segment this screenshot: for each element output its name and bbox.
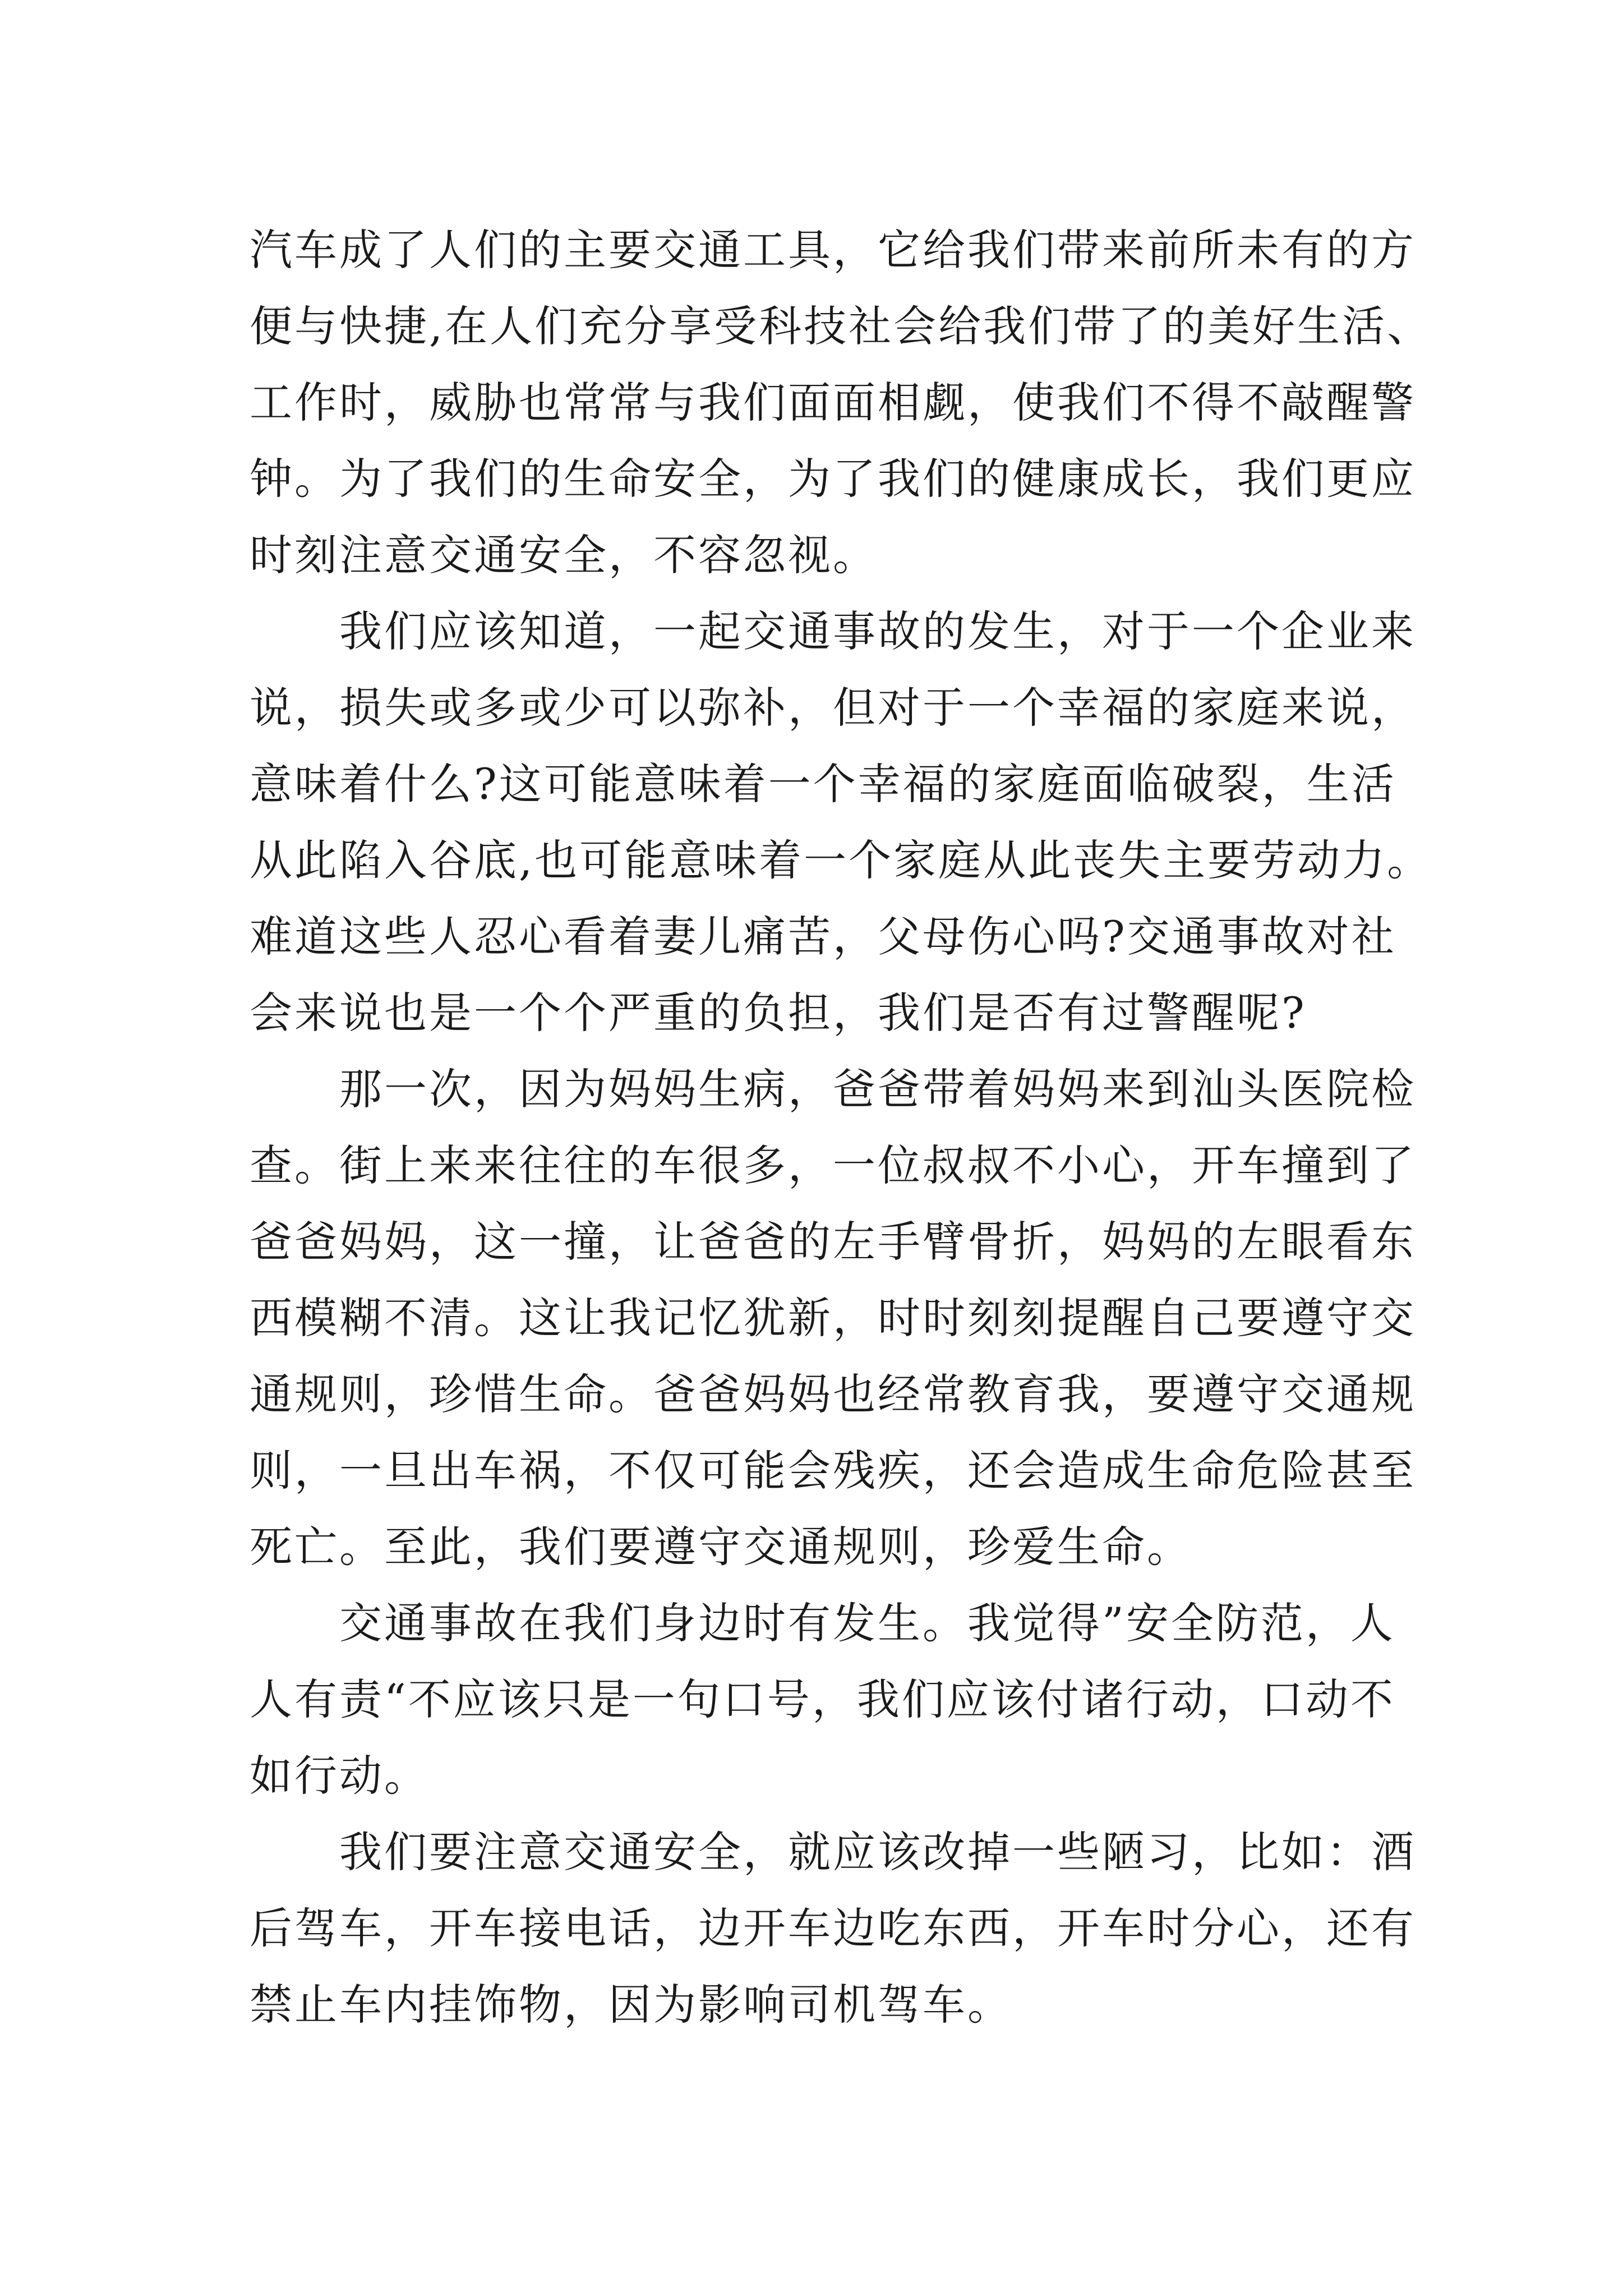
text-line: 汽车成了人们的主要交通工具，它给我们带来前所未有的方 [250,225,1416,275]
text-line: 说，损失或多或少可以弥补，但对于一个幸福的家庭来说， [250,683,1416,733]
text-line: 死亡。至此，我们要遵守交通规则，珍爱生命。 [250,1522,1192,1572]
text-line: 意味着什么?这可能意味着一个幸福的家庭面临破裂，生活 [250,759,1396,809]
text-line: 通规则，珍惜生命。爸爸妈妈也经常教育我，要遵守交通规 [250,1369,1416,1419]
text-line: 交通事故在我们身边时有发生。我觉得”安全防范，人 [250,1598,1395,1648]
text-line: 工作时，威胁也常常与我们面面相觑，使我们不得不敲醒警 [250,378,1416,427]
text-line: 人有责“不应该只是一句口号，我们应该付诸行动，口动不 [250,1674,1395,1724]
text-line: 我们应该知道，一起交通事故的发生，对于一个企业来 [250,606,1416,656]
text-line: 后驾车，开车接电话，边开车边吃东西，开车时分心，还有 [250,1903,1416,1953]
text-line: 如行动。 [250,1751,429,1801]
text-line: 查。街上来来往往的车很多，一位叔叔不小心，开车撞到了 [250,1140,1416,1190]
text-line: 则，一旦出车祸，不仅可能会残疾，还会造成生命危险甚至 [250,1446,1416,1496]
text-line: 便与快捷,在人们充分享受科技社会给我们带了的美好生活、 [250,301,1432,351]
text-line: 时刻注意交通安全，不容忽视。 [250,530,878,580]
text-line: 爸爸妈妈，这一撞，让爸爸的左手臂骨折，妈妈的左眼看东 [250,1217,1416,1267]
text-line: 禁止车内挂饰物，因为影响司机驾车。 [250,1980,1012,2030]
text-line: 难道这些人忍心看着妻儿痛苦，父母伤心吗?交通事故对社 [250,912,1396,961]
text-line: 西模糊不清。这让我记忆犹新，时时刻刻提醒自己要遵守交 [250,1293,1416,1343]
text-line: 从此陷入谷底,也可能意味着一个家庭从此丧失主要劳动力。 [250,835,1432,885]
text-line: 那一次，因为妈妈生病，爸爸带着妈妈来到汕头医院检 [250,1064,1416,1114]
text-line: 我们要注意交通安全，就应该改掉一些陋习，比如：酒 [250,1827,1416,1877]
document-body [250,212,1455,2043]
text-line: 会来说也是一个个严重的负担，我们是否有过警醒呢? [250,988,1307,1038]
text-line: 钟。为了我们的生命安全，为了我们的健康成长，我们更应 [250,454,1416,504]
